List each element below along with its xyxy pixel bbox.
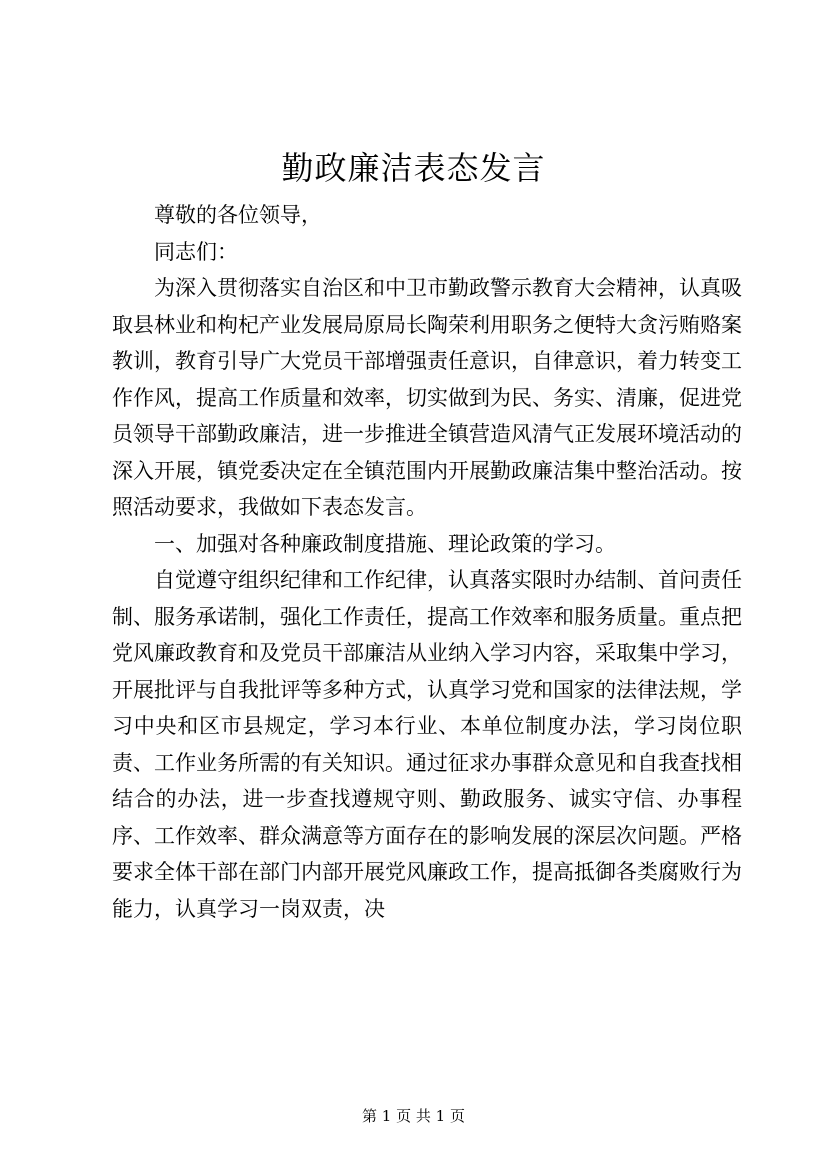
page-number-footer: 第 1 页 共 1 页 <box>362 1107 465 1125</box>
salutation-leaders: 尊敬的各位领导， <box>154 203 322 227</box>
section-heading-1: 一、加强对各种廉政制度措施、理论政策的学习。 <box>154 531 616 556</box>
salutation-comrades: 同志们： <box>154 239 238 264</box>
paragraph-intro: 为深入贯彻落实自治区和中卫市勤政警示教育大会精神，认真吸取县林业和枸杞产业发展局原局长陶荣利用职务之便特大贪污贿赂案教训，教育引导广大党员干部增强责任意识，自律意识，着力转变工作作风，提高工作质量和效率，切实做到为民、务实、清廉，促进党员领导干部勤政廉洁，进一步推进全镇营造风清气正发展环境活动的深入开展，镇党委决定在全镇范围内开展勤政廉洁集中整治活动。按照活动要求，我做如下表态发言。 <box>112 276 742 519</box>
document-title: 勤政廉洁表态发言 <box>281 149 546 187</box>
document-body <box>112 197 742 927</box>
paragraph-section-1: 自觉遵守组织纪律和工作纪律，认真落实限时办结制、首问责任制、服务承诺制，强化工作责任，提高工作效率和服务质量。重点把党风廉政教育和及党员干部廉洁从业纳入学习内容，采取集中学习，开展批评与自我批评等多种方式，认真学习党和国家的法律法规，学习中央和区市县规定，学习本行业、本单位制度办法，学习岗位职责、工作业务所需的有关知识。通过征求办事群众意见和自我查找相结合的办法，进一步查找遵规守则、勤政服务、诚实守信、办事程序、工作效率、群众满意等方面存在的影响发展的深层次问题。严格要求全体干部在部门内部开展党风廉政工作，提高抵御各类腐败行为能力，认真学习一岗双责，决 <box>112 568 742 921</box>
